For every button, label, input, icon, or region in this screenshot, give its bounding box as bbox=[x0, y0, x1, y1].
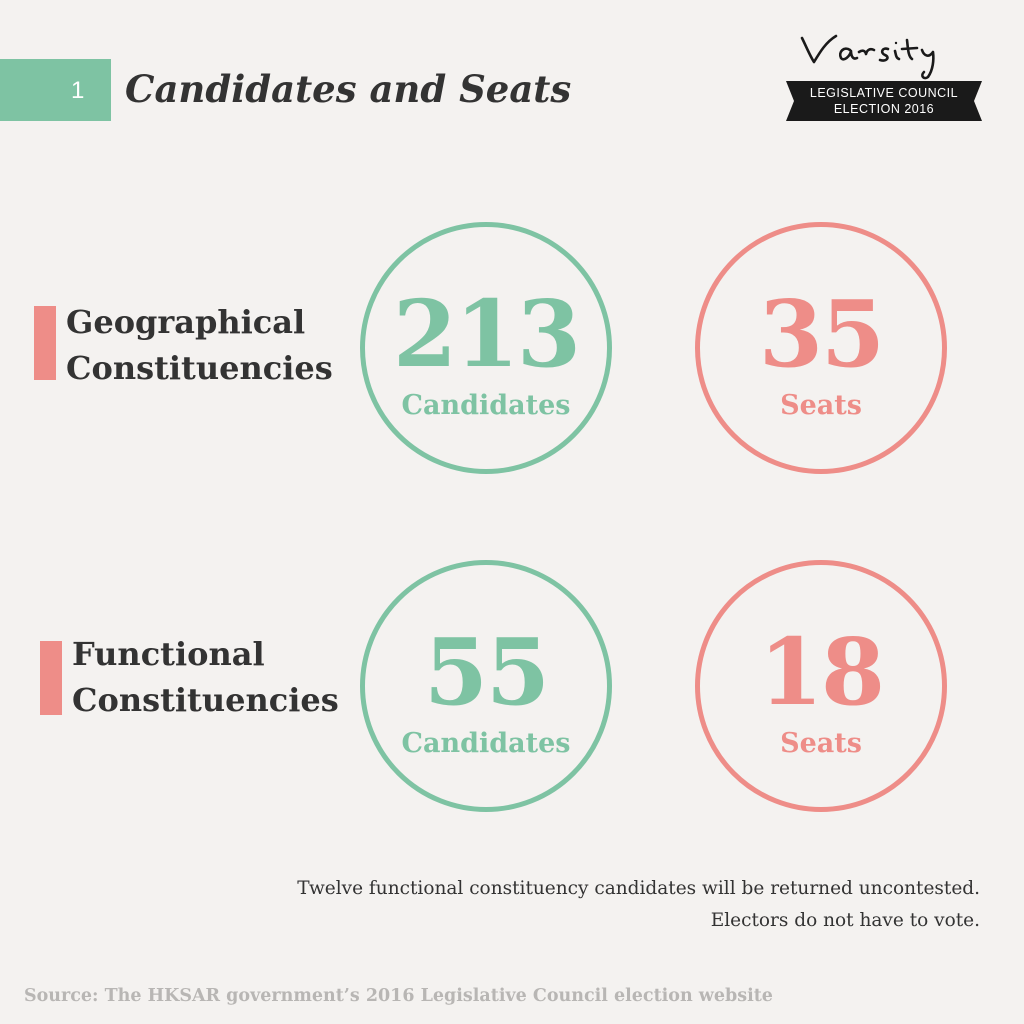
geographical-seats-unit: Seats bbox=[780, 390, 862, 421]
logo-banner-line1: LEGISLATIVE COUNCIL bbox=[809, 86, 959, 100]
functional-candidates-unit: Candidates bbox=[401, 728, 571, 759]
row-label-line2: Constituencies bbox=[72, 681, 339, 719]
varsity-logo bbox=[796, 22, 976, 80]
uncontested-note bbox=[220, 873, 980, 937]
row-label-line1: Geographical bbox=[66, 303, 306, 341]
note-line2: Electors do not have to vote. bbox=[710, 910, 980, 931]
logo-banner-line2: ELECTION 2016 bbox=[833, 102, 935, 116]
section-tab bbox=[0, 59, 111, 121]
row-label-functional bbox=[72, 631, 339, 723]
geographical-candidates-value: 213 bbox=[392, 280, 580, 388]
row-marker-functional bbox=[40, 641, 62, 715]
geographical-candidates-unit: Candidates bbox=[401, 390, 571, 421]
note-line1: Twelve functional constituency candidates will be returned uncontested. bbox=[297, 878, 980, 899]
page-title: Candidates and Seats bbox=[125, 67, 572, 111]
row-label-line2: Constituencies bbox=[66, 349, 333, 387]
logo-banner bbox=[786, 81, 982, 121]
row-label-line1: Functional bbox=[72, 635, 265, 673]
functional-seats-unit: Seats bbox=[780, 728, 862, 759]
row-marker-geographical bbox=[34, 306, 56, 380]
row-label-geographical bbox=[66, 299, 333, 391]
section-number: 1 bbox=[71, 77, 85, 104]
source-citation: Source: The HKSAR government’s 2016 Legislative Council election website bbox=[24, 986, 773, 1006]
geographical-candidates-circle bbox=[360, 222, 612, 474]
functional-candidates-value: 55 bbox=[423, 618, 549, 726]
logo-banner-text bbox=[786, 85, 982, 117]
geographical-seats-circle bbox=[695, 222, 947, 474]
functional-seats-circle bbox=[695, 560, 947, 812]
functional-candidates-circle bbox=[360, 560, 612, 812]
geographical-seats-value: 35 bbox=[758, 280, 884, 388]
functional-seats-value: 18 bbox=[758, 618, 884, 726]
